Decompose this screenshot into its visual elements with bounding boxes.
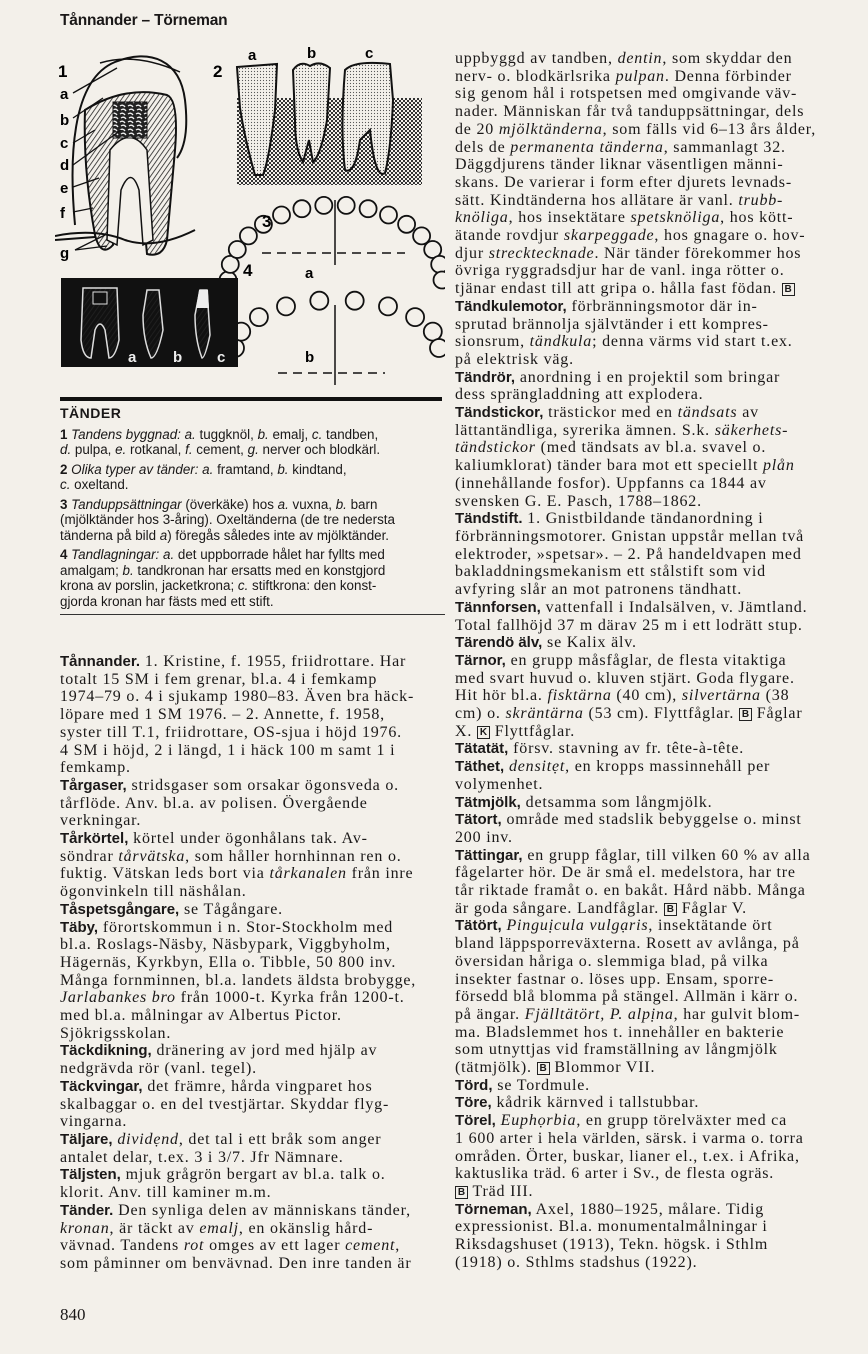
entry-headword: Tårkörtel, [60, 830, 129, 848]
text-run: Tandens byggnad: a. [71, 426, 196, 442]
text-run: 1. Gnistbildande tändanordning i förbränningsmotorer. Gnistan uppstår mellan två elektroder, »spetsar». – 2. På handeldvapen med bakladdningsmekanism ett stålstift som vid avfyring slår an mot patronens tändhatt. [455, 510, 805, 599]
text-run: , som fälls vid 6–13 års ålder, dels de [455, 120, 817, 156]
entry-headword: Tändrör, [455, 368, 516, 386]
caption-title: TÄNDER [60, 405, 122, 421]
caption-item [60, 462, 450, 493]
arch-tooth [293, 200, 310, 217]
text-run: plån [763, 457, 795, 475]
text-run: e. [115, 442, 127, 457]
text-run: Tanduppsättningar [71, 496, 182, 512]
text-run: pulpa, [71, 442, 116, 457]
figure-3-label-a: a [305, 265, 314, 282]
text-run: Euphọrbia [500, 1112, 577, 1130]
text-run: c. [60, 477, 71, 492]
text-run: Flyttfåglar. [489, 722, 576, 740]
text-run: Blommor VII. [549, 1059, 656, 1077]
text-run: från 1000-t. Kyrka från 1200-t. med bl.a. målningar av Albertus Pictor. Sjökrigsskolan. [60, 989, 405, 1042]
text-run: se Tågångare. [179, 900, 283, 918]
text-run: cement, [192, 442, 248, 457]
text-run: ; denna värms vid start t.ex. på elektrisk väg. [455, 333, 793, 368]
text-run: (38 cm) o. [455, 687, 790, 723]
figure-4-number: 4 [243, 261, 253, 280]
text-run: förortskommun i n. Stor-Stockholm med bl.a. Roslags-Näsby, Näsbypark, Viggbyholm, Hägernäs, Kyrkbyn, Ella o. Tibble, 50 800 inv. Många fornminnen, bl.a. landets äldsta brobygge, [60, 918, 417, 989]
encyclopedia-entry [455, 847, 860, 918]
figure-1-label-f: f [60, 205, 65, 222]
arch-tooth [380, 207, 397, 224]
figure-4-label-c: c [217, 349, 226, 366]
text-run: kindtand, [292, 461, 347, 477]
text-run: kådrik kärnved i tallstubbar. [491, 1094, 700, 1112]
text-run: (med tändsats av bl.a. svavel o. kaliumklorat) tänder bara mot ett speciellt [455, 439, 767, 475]
text-run: se Kalix älv. [542, 634, 637, 652]
figure-2-label-a: a [248, 47, 257, 64]
text-run: , hos insektätare [508, 209, 631, 227]
entry-headword: Täckvingar, [60, 1077, 143, 1095]
text-run: från inre ögonvinkeln till näshålan. [60, 865, 414, 901]
arch-tooth [360, 200, 377, 217]
text-run: Tandlagningar: a. [71, 547, 175, 562]
text-run: cement [345, 1237, 396, 1255]
entry-headword: Täckdikning, [60, 1042, 152, 1060]
caption-item-number: 2 [60, 461, 72, 477]
text-run: spetsknöliga [630, 209, 721, 227]
encyclopedia-entry [60, 1042, 455, 1077]
arch-tooth [431, 256, 445, 273]
text-run: c. [237, 578, 249, 593]
figure-caption [60, 406, 450, 613]
encyclopedia-entry [455, 1077, 860, 1095]
text-run: , en kropps massinnehåll per volymenhet. [455, 758, 771, 793]
text-run: vattenfall i Indalsälven, v. Jämtland. Total fallhöjd 37 m därav 25 m i ett lodrätt stup. [455, 598, 808, 634]
text-run: tändsats [677, 404, 738, 422]
encyclopedia-entry [455, 794, 860, 812]
text-run: emalj, [268, 426, 312, 442]
text-run: 1. Kristine, f. 1955, friidrottare. Har totalt 15 SM i fem grenar, bl.a. 4 i femkamp 1974–79 o. 4 i sjukamp 1980–83. Även bra häck- löpare med 1 SM 1976. – 2. Annette, f. 1958, syster till T.1, friidrottare, OS-sjua i höjd 1976. 4 SM i höjd, 2 i längd, 1 i häck 100 m samt 1 i femkamp. [60, 653, 415, 777]
text-run: Den synliga delen av människans tänder, [118, 1201, 411, 1219]
text-run: f. [185, 442, 193, 457]
tooth-cross-section [55, 56, 195, 254]
encyclopedia-entry [455, 758, 860, 793]
encyclopedia-entry [60, 1202, 455, 1273]
text-run: silvertärna [681, 687, 761, 705]
encyclopedia-entry [60, 1166, 455, 1201]
text-run: det främre, hårda vingparet hos skalbaggar o. en del tvestjärtar. Skyddar flyg- vingarna. [60, 1077, 390, 1131]
encyclopedia-entry [455, 634, 860, 652]
text-run: tårvätska [118, 847, 186, 865]
arch-tooth [250, 308, 268, 326]
text-run: av lättantändliga, syrerika ämnen. S.k. [455, 404, 759, 439]
text-run: , är täckt av [109, 1219, 200, 1237]
encyclopedia-entry [455, 298, 860, 369]
page-number: 840 [60, 1305, 86, 1324]
encyclopedia-entry [455, 1094, 860, 1112]
cross-reference-box-icon: B [664, 903, 677, 916]
entry-headword: Törneman, [455, 1200, 532, 1218]
text-run: , har gulvit blom- ma. Bladslemmet hos t. innehåller en bakterie som utnyttjas vid framställning av långmjölk (tätmjölk). [455, 1005, 801, 1077]
caption-bottom-rule [60, 614, 445, 615]
entry-headword: Tännforsen, [455, 598, 541, 616]
text-run: , insektätande ört bland läppsporreväxterna. Rosett av avlånga, på översidan håriga o. slemmiga blad, på vilka insekter fastnar o. löses upp. Ensam, sporre- försedd blå blomma på stängel. Allmän i kärr o. på ängar. [455, 917, 800, 1023]
arch-tooth [277, 297, 295, 315]
text-run: . Denna förbinder sig genom hål i rotspetsen med omgivande väv- nader. Människan får två tanduppsättningar, dels de 20 [455, 67, 805, 138]
text-run: rotkanal, [126, 442, 186, 457]
entry-headword: Tändstickor, [455, 404, 544, 422]
text-run: nerver och blodkärl. [258, 442, 381, 457]
cross-reference-box-icon: B [455, 1186, 468, 1199]
encyclopedia-entry [455, 50, 860, 298]
entry-headword: Tärnor, [455, 651, 506, 669]
text-run: b. [257, 426, 269, 442]
text-run: Fåglar X. [455, 705, 803, 740]
encyclopedia-entry [60, 777, 455, 830]
entry-headword: Täthet, [455, 758, 505, 776]
arch-tooth [424, 323, 442, 341]
tooth-types [237, 63, 422, 185]
entry-headword: Tätmjölk, [455, 793, 521, 811]
cross-reference-box-icon: K [477, 726, 490, 739]
text-run: emalj [199, 1219, 239, 1237]
text-run: område med stadslik bebyggelse o. minst 200 inv. [455, 811, 802, 846]
arch-tooth [310, 292, 328, 310]
encyclopedia-entry [60, 653, 455, 777]
left-column [60, 653, 455, 1273]
encyclopedia-entry [455, 599, 860, 634]
entry-headword: Töre, [455, 1094, 492, 1112]
arch-tooth [430, 339, 445, 357]
encyclopedia-entry [60, 919, 455, 1043]
figure-3-label-b: b [305, 349, 315, 366]
text-run: en grupp måsfåglar, de flesta vitaktiga med svart huvud o. kluven stjärt. Goda flygare. Hit hör bl.a. [455, 651, 795, 705]
figure-2-label-b: b [307, 45, 317, 62]
text-run: pulpan [615, 67, 665, 85]
text-run: mjölktänderna [498, 120, 603, 138]
arch-tooth [434, 272, 446, 289]
arch-tooth [406, 308, 424, 326]
entry-headword: Tätort, [455, 811, 502, 829]
arch-tooth [240, 227, 257, 244]
entry-headword: Törel, [455, 1112, 496, 1130]
text-run: barn (mjölktänder hos 3-åring). Oxeltänderna (de tre nedersta tänderna på bild [60, 496, 395, 543]
text-run: framtand, [213, 461, 278, 477]
figure-1-label-e: e [60, 180, 69, 197]
entry-headword: Tättingar, [455, 846, 523, 864]
text-run: detsamma som långmjölk. [520, 793, 713, 811]
encyclopedia-entry [455, 510, 860, 599]
text-run: strecktecknade [488, 244, 595, 262]
text-run: a. [277, 496, 289, 512]
right-column [455, 50, 860, 1272]
text-run: fisktärna [547, 687, 612, 705]
text-run: , det tal i ett bråk som anger antalet delar, t.ex. 3 i 3/7. Jfr Nämnare. [60, 1130, 382, 1166]
text-run: (överkäke) hos [181, 496, 278, 512]
encyclopedia-entry [60, 1078, 455, 1131]
text-run: skarpeggade [563, 227, 655, 245]
arch-tooth [398, 216, 415, 233]
caption-item [60, 427, 450, 458]
entry-headword: Tänder. [60, 1201, 114, 1219]
text-run: , hos kött- ätande rovdjur [455, 209, 794, 245]
entry-headword: Täby, [60, 918, 99, 936]
caption-item-number: 3 [60, 496, 72, 512]
text-run: a [159, 527, 168, 543]
caption-item-number: 1 [60, 426, 72, 442]
encyclopedia-entry [455, 1112, 860, 1201]
cross-reference-box-icon: B [739, 708, 752, 721]
text-run: g. [247, 442, 259, 457]
text-run: dränering av jord med hjälp av nedgrävda rör (vanl. tegel). [60, 1042, 378, 1078]
text-run: rot [183, 1237, 205, 1255]
text-run: körtel under ögonhålans tak. Av- söndrar [60, 830, 368, 865]
text-run: , som påminner om benvävnad. Den inre tanden är [60, 1237, 412, 1272]
encyclopedia-entry [455, 652, 860, 741]
text-run: Fåglar V. [676, 899, 747, 917]
figure-1-label-a: a [60, 86, 69, 103]
text-run: tandkronan har ersatts med en konstgjord krona av porslin, jacketkrona; [60, 562, 386, 593]
text-run: vuxna, [288, 496, 336, 512]
text-run: trästickor med en [543, 404, 678, 422]
text-run: försv. stavning av fr. tête-à-tête. [508, 740, 745, 758]
text-run: säkerhets- tändstickor [455, 421, 789, 457]
text-run: mjuk grågrön bergart av bl.a. talk o. klorit. Anv. till kaminer m.m. [60, 1166, 386, 1202]
text-run: kronan [60, 1219, 110, 1237]
arch-tooth [273, 207, 290, 224]
encyclopedia-entry [60, 1131, 455, 1166]
encyclopedia-entry [455, 917, 860, 1076]
arch-tooth [338, 197, 355, 214]
figure-4-label-a: a [128, 349, 137, 366]
entry-headword: Tåspetsgångare, [60, 900, 180, 918]
text-run: , en grupp törelväxter med ca 1 600 arter i hela världen, särsk. i varma o. torra områden. Örter, buskar, lianer el., t.ex. i Afrika, kaktuslika träd. 6 arter i Sv., de flesta ogräs. [455, 1112, 804, 1183]
cross-reference-box-icon: B [782, 283, 795, 296]
text-run: ) föregås således inte av mjölktänder. [167, 527, 390, 543]
encyclopedia-entry [60, 901, 455, 919]
figure-3-number: 3 [262, 212, 272, 231]
encyclopedia-entry [455, 369, 860, 404]
text-run: Fjälltätört, P. alpịna [524, 1005, 674, 1023]
text-run: (40 cm), [611, 687, 682, 705]
text-run: stiftkrona: den konst- gjorda kronan har fästs med ett stift. [60, 578, 377, 609]
caption-item [60, 497, 450, 544]
text-run: omges av ett lager [204, 1237, 346, 1255]
text-run: tandben, [326, 426, 379, 442]
caption-item [60, 547, 450, 609]
encyclopedia-entry [455, 811, 860, 846]
entry-headword: Tändstift. [455, 510, 523, 528]
entry-headword: Tärendö älv, [455, 634, 543, 652]
text-run: , en okänslig hård- vävnad. Tandens [60, 1219, 374, 1255]
figure-1-label-d: d [60, 157, 70, 174]
caption-item-number: 4 [60, 547, 72, 562]
text-run: tårkanalen [269, 865, 347, 883]
entry-headword: Tätatät, [455, 740, 509, 758]
text-run: Jarlabankes bro [60, 989, 176, 1007]
text-run: d. [60, 442, 72, 457]
text-run: b. [277, 461, 289, 477]
entry-headword: Tändkulemotor, [455, 297, 567, 315]
text-run: Olika typer av tänder: a. [71, 461, 214, 477]
text-run: , som skyddar den nerv- o. blodkärlsrika [455, 50, 793, 85]
text-run: Träd III. [468, 1183, 534, 1200]
arch-tooth [315, 197, 332, 214]
text-run: (innehållande fosfor). Uppfanns ca 1844 av svensken G. E. Pasch, 1788–1862. [455, 474, 767, 510]
text-run: dentin [617, 50, 663, 67]
text-run: . När tänder förekommer hos övriga ryggradsdjur har de vanl. inga rötter o. tjänar endast till att gripa o. hålla fast födan. [455, 244, 802, 298]
text-run: Pinguịcula vulgạris [506, 917, 649, 935]
entry-headword: Tånnander. [60, 653, 141, 670]
text-run: anordning i en projektil som bringar dess sprängladdning att explodera. [455, 368, 781, 404]
figure-2-label-c: c [365, 45, 374, 62]
entry-headword: Tätört, [455, 917, 502, 935]
text-run: , hos gnagare o. hov- djur [455, 227, 806, 262]
encyclopedia-entry [455, 1201, 860, 1272]
dental-arches [220, 197, 446, 385]
encyclopedia-entry [60, 830, 455, 901]
arch-tooth [346, 292, 364, 310]
arch-tooth [379, 297, 397, 315]
figure-1-label-c: c [60, 135, 69, 152]
encyclopedia-entry [455, 740, 860, 758]
caption-top-rule [60, 397, 442, 401]
running-title: Tånnander – Törneman [60, 12, 228, 29]
text-run: en grupp fåglar, till vilken 60 % av alla fågelarter hör. De är små el. medelstora, har tre tår riktade framåt o. en bakåt. Hård näbb. Många är goda sångare. Landfåglar. [455, 846, 811, 917]
figure-2-number: 2 [213, 62, 223, 81]
entry-headword: Täljsten, [60, 1166, 121, 1184]
dental-fillings-panel [61, 278, 238, 367]
figure-1-label-b: b [60, 112, 70, 129]
text-run: stridsgaser som orsakar ögonsveda o. tårflöde. Anv. bl.a. av polisen. Övergående verkningar. [60, 776, 399, 830]
text-run: förbränningsmotor där in- sprutad brännolja självtänder i ett kompres- sionsrum, [455, 297, 769, 351]
figure-1-number: 1 [58, 62, 68, 81]
text-run: b. [335, 496, 347, 512]
text-run: det uppborrade hålet har fyllts med amalgam; [60, 547, 385, 578]
text-run: (53 cm). Flyttfåglar. [583, 705, 739, 723]
teeth-illustration [55, 40, 445, 400]
text-run: , sammanlagt 32. Däggdjurens tänder liknar väsentligen männi- skans. De varierar i form efter djurets levnads- sätt. Kindtänderna hos allätare är vanl. [455, 138, 792, 209]
text-run: densitẹt [504, 758, 566, 776]
text-run: skräntärna [505, 705, 584, 723]
text-run: se Tordmule. [492, 1076, 590, 1094]
text-run: oxeltand. [70, 477, 129, 492]
cross-reference-box-icon: B [537, 1062, 550, 1075]
text-run: Axel, 1880–1925, målare. Tidig expressionist. Bl.a. monumentalmålningar i Riksdagshuset (1913), Tekn. högsk. i Sthlm (1918) o. Sthlms stadshus (1922). [455, 1200, 769, 1271]
text-run: tuggknöl, [195, 426, 258, 442]
text-run: trubb- knöliga [455, 191, 784, 227]
figure-4-label-b: b [173, 349, 183, 366]
text-run: permanenta tänderna [510, 138, 664, 156]
entry-headword: Törd, [455, 1076, 493, 1094]
text-run: c. [311, 426, 323, 442]
encyclopedia-entry [455, 404, 860, 510]
entry-headword: Tårgaser, [60, 776, 127, 794]
text-run: dividẹnd [112, 1130, 179, 1148]
text-run: tändkula [529, 333, 593, 351]
text-run: , som håller hornhinnan ren o. fuktig. Vätskan leds bort via [60, 847, 402, 883]
text-run: b. [122, 562, 134, 578]
figure-1-label-g: g [60, 245, 70, 262]
entry-headword: Täljare, [60, 1130, 113, 1148]
text-run: uppbyggd av tandben, [455, 50, 618, 67]
